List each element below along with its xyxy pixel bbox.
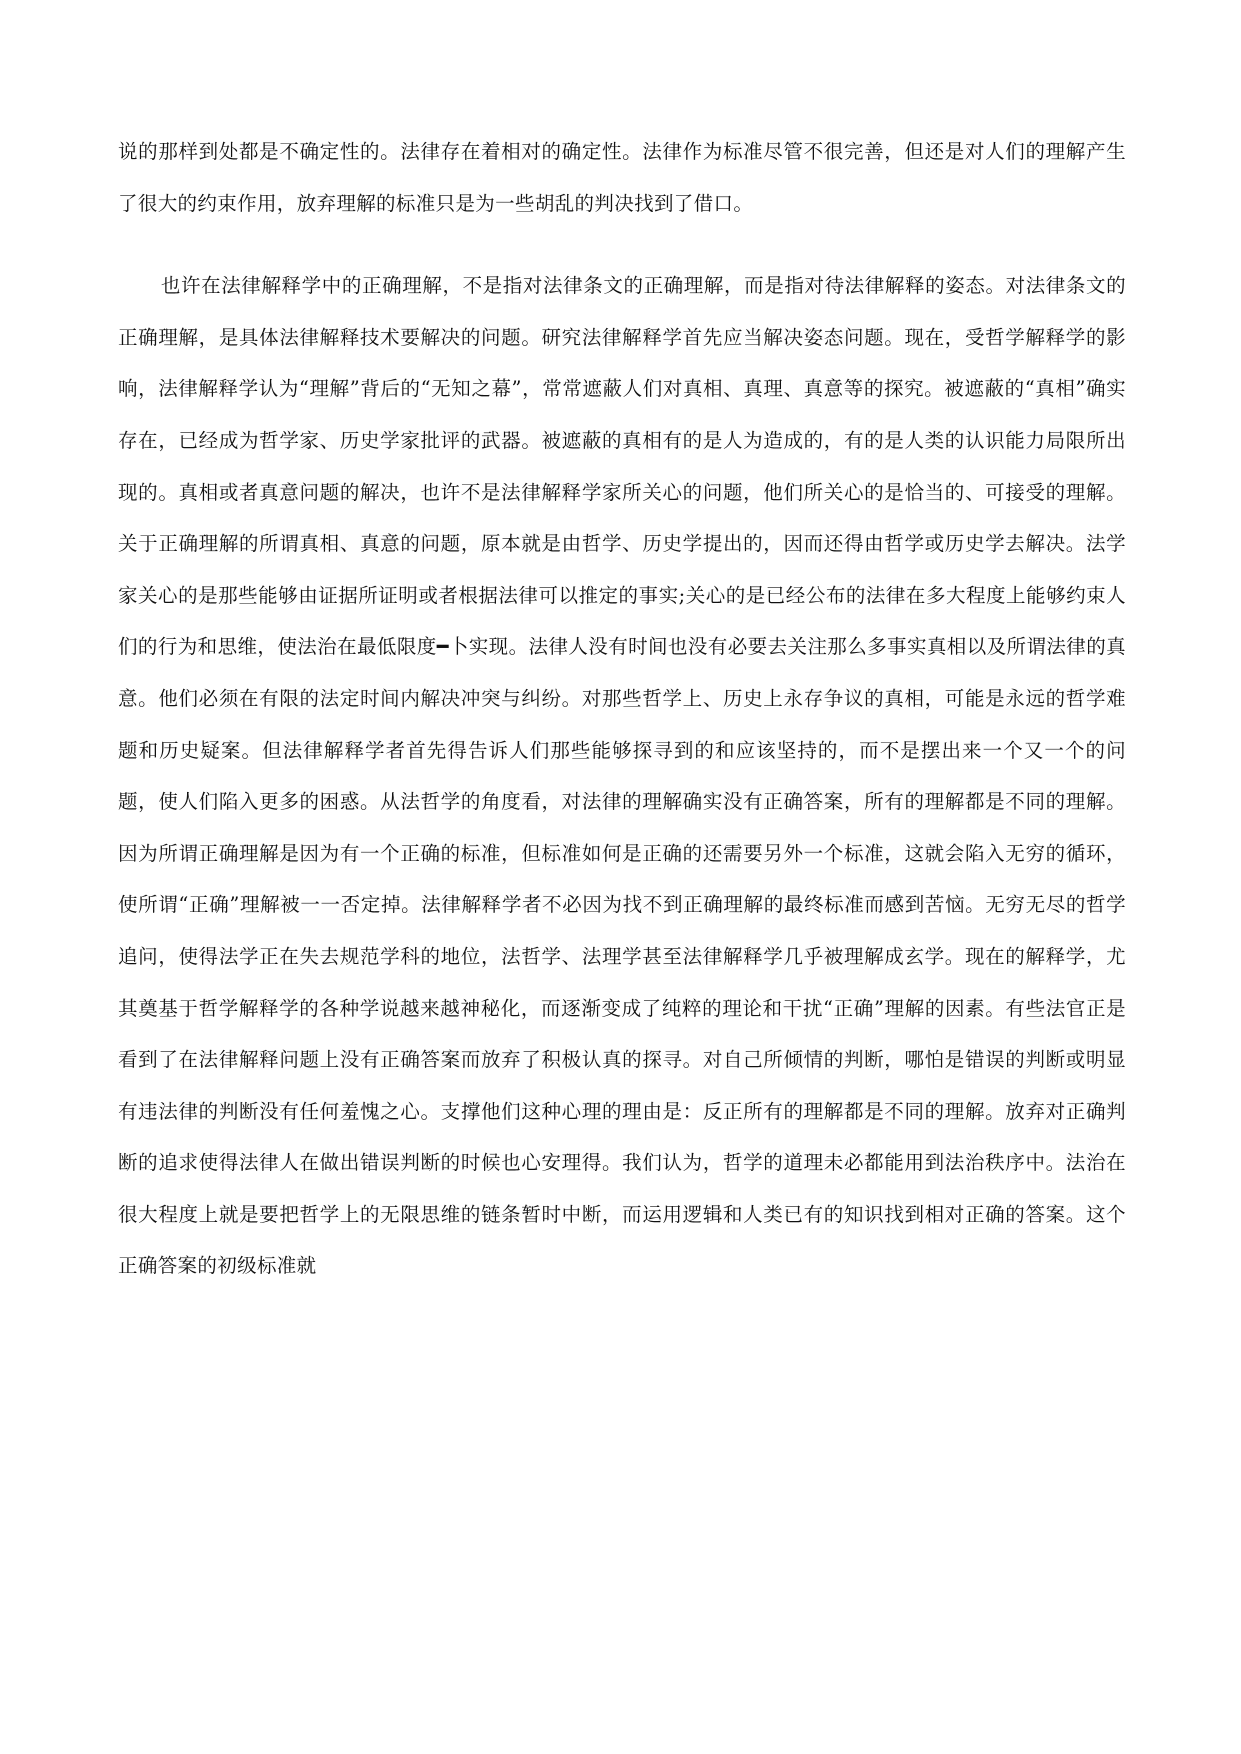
paragraph-2: 也许在法律解释学中的正确理解，不是指对法律条文的正确理解，而是指对待法律解释的姿态。对法律条文的正确理解，是具体法律解释技术要解决的问题。研究法律解释学首先应当解决姿态问题。现在，受哲学解释学的影响，法律解释学认为“理解”背后的“无知之幕”，常常遮蔽人们对真相、真理、真意等的探究。被遮蔽的“真相”确实存在，已经成为哲学家、历史学家批评的武器。被遮蔽的真相有的是人为造成的，有的是人类的认识能力局限所出现的。真相或者真意问题的解决，也许不是法律解释学家所关心的问题，他们所关心的是恰当的、可接受的理解。关于正确理解的所谓真相、真意的问题，原本就是由哲学、历史学提出的，因而还得由哲学或历史学去解决。法学家关心的是那些能够由证据所证明或者根据法律可以推定的事实;关心的是已经公布的法律在多大程度上能够约束人们的行为和思维，使法治在最低限度━卜实现。法律人没有时间也没有必要去关注那么多事实真相以及所谓法律的真意。他们必须在有限的法定时间内解决冲突与纠纷。对那些哲学上、历史上永存争议的真相，可能是永远的哲学难题和历史疑案。但法律解释学者首先得告诉人们那些能够探寻到的和应该坚持的，而不是摆出来一个又一个的问题，使人们陷入更多的困惑。从法哲学的角度看，对法律的理解确实没有正确答案，所有的理解都是不同的理解。因为所谓正确理解是因为有一个正确的标准，但标准如何是正确的还需要另外一个标准，这就会陷入无穷的循环，使所谓“正确”理解被一一否定掉。法律解释学者不必因为找不到正确理解的最终标准而感到苦恼。无穷无尽的哲学追问，使得法学正在失去规范学科的地位，法哲学、法理学甚至法律解释学几乎被理解成玄学。现在的解释学，尤其奠基于哲学解释学的各种学说越来越神秘化，而逐渐变成了纯粹的理论和干扰“正确”理解的因素。有些法官正是看到了在法律解释问题上没有正确答案而放弃了积极认真的探寻。对自己所倾情的判断，哪怕是错误的判断或明显有违法律的判断没有任何羞愧之心。支撑他们这种心理的理由是：反正所有的理解都是不同的理解。放弃对正确判断的追求使得法律人在做出错误判断的时候也心安理得。我们认为，哲学的道理未必都能用到法治秩序中。法治在很大程度上就是要把哲学上的无限思维的链条暂时中断，而运用逻辑和人类已有的知识找到相对正确的答案。这个正确答案的初级标准就 bbox=[118, 274, 1126, 1278]
paragraph-1: 说的那样到处都是不确定性的。法律存在着相对的确定性。法律作为标准尽管不很完善，但还是对人们的理解产生了很大的约束作用，放弃理解的标准只是为一些胡乱的判决找到了借口。 bbox=[118, 140, 1126, 215]
document-page bbox=[118, 126, 1126, 1292]
